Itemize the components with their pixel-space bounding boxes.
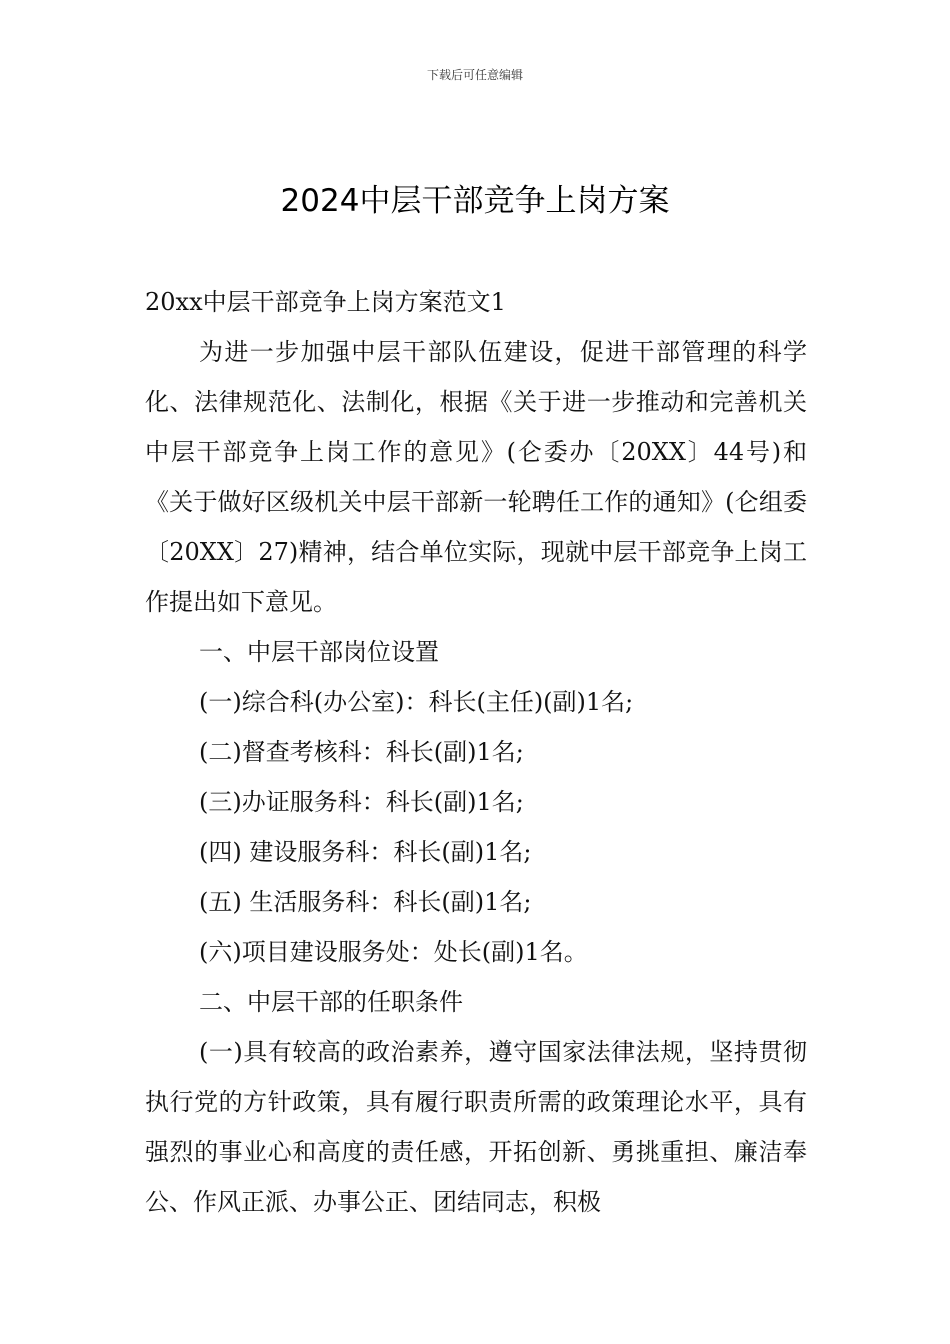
position-item: (六)项目建设服务处：处长(副)1名。 — [199, 938, 588, 966]
position-item: (四) 建设服务科：科长(副)1名; — [199, 838, 532, 866]
subtitle: 20xx中层干部竞争上岗方案范文1 — [145, 288, 506, 316]
intro-paragraph: 为进一步加强中层干部队伍建设，促进干部管理的科学化、法律规范化、法制化，根据《关于进一步推动和完善机关中层干部竞争上岗工作的意见》(仑委办〔20XX〕44号)和《关于做好区级机关中层干部新一轮聘任工作的通知》(仑组委〔20XX〕27)精神，结合单位实际，现就中层干部竞争上岗工作提出如下意见。 — [145, 338, 807, 616]
position-item: (三)办证服务科：科长(副)1名; — [199, 788, 524, 816]
section-heading-positions: 一、中层干部岗位设置 — [199, 638, 439, 666]
position-item: (一)综合科(办公室)：科长(主任)(副)1名; — [199, 688, 634, 716]
position-item: (二)督查考核科：科长(副)1名; — [199, 738, 524, 766]
section-heading-conditions: 二、中层干部的任职条件 — [199, 988, 463, 1016]
position-item: (五) 生活服务科：科长(副)1名; — [199, 888, 532, 916]
document-body — [145, 277, 807, 1227]
condition-paragraph: (一)具有较高的政治素养，遵守国家法律法规，坚持贯彻执行党的方针政策，具有履行职责所需的政策理论水平，具有强烈的事业心和高度的责任感，开拓创新、勇挑重担、廉洁奉公、作风正派、办事公正、团结同志，积极 — [145, 1038, 807, 1216]
header-note: 下载后可任意编辑 — [426, 68, 523, 82]
document-title: 2024中层干部竞争上岗方案 — [280, 183, 670, 219]
